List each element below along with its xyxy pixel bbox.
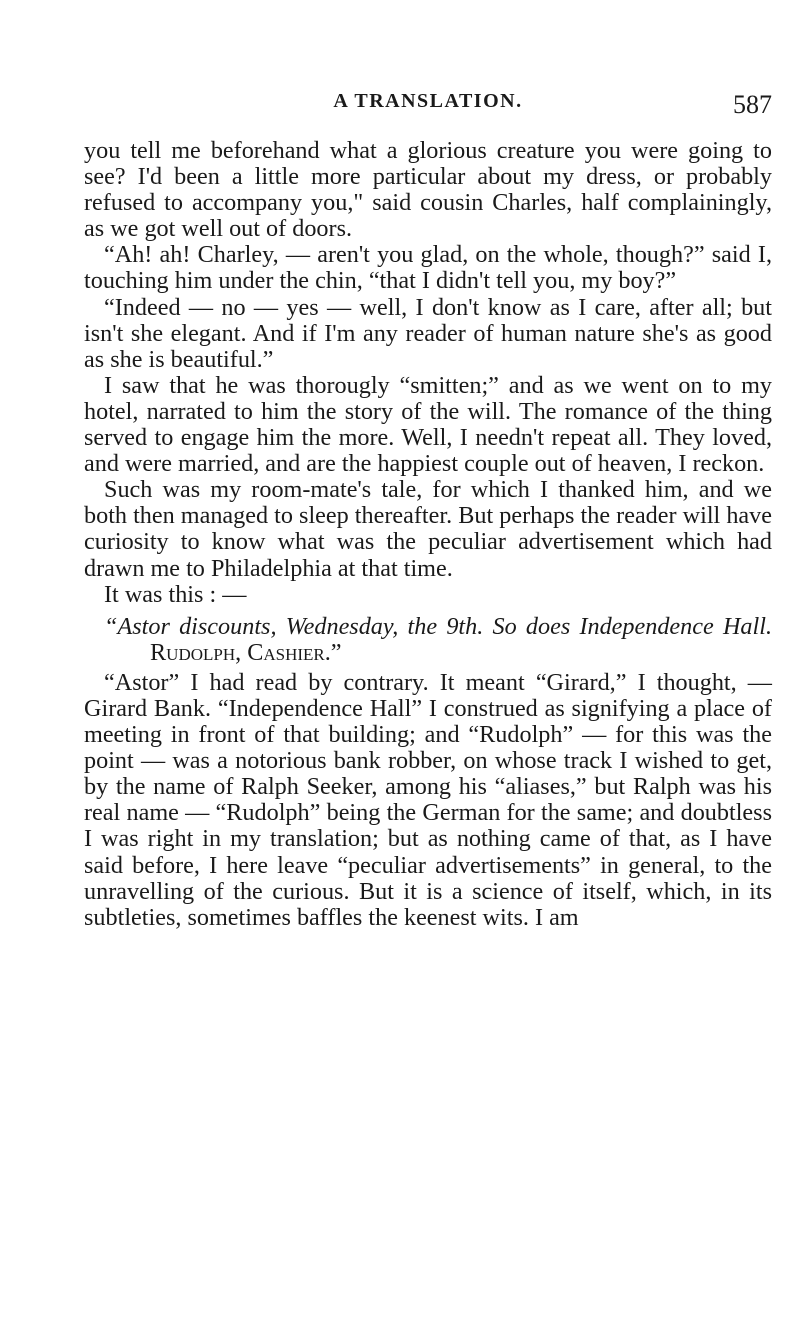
- page-number: 587: [733, 90, 772, 119]
- paragraph: “Indeed — no — yes — well, I don't know as I care, after all; but isn't she elegant. And if I'm any reader of human nature she's as good as she is beautiful.”: [84, 293, 772, 373]
- body-text: [84, 138, 772, 931]
- page-header: [84, 90, 772, 124]
- advertisement-quote: [84, 614, 772, 666]
- paragraph: I saw that he was thorougly “smitten;” and as we went on to my hotel, narrated to him the story of the will. The romance of the thing served to engage him the more. Well, I needn't repeat all. They loved, and were married, and are the happiest couple out of heaven, I reckon.: [84, 371, 772, 478]
- paragraph: “Astor” I had read by contrary. It meant “Girard,” I thought, — Girard Bank. “Independence Hall” I construed as signifying a place of meeting in front of that building; and “Rudolph” — for this was the point — was a notorious bank robber, on whose track I wished to get, by the name of Ralph Seeker, among his “aliases,” but Ralph was his real name — “Rudolph” being the German for the same; and doubtless I was right in my translation; but as nothing came of that, as I have said before, I here leave “peculiar advertisements” in general, to the unravelling of the curious. But it is a science of itself, which, in its subtleties, sometimes baffles the keenest wits. I am: [84, 668, 772, 931]
- paragraph: “Ah! ah! Charley, — aren't you glad, on the whole, though?” said I, touching him under the chin, “that I didn't tell you, my boy?”: [84, 241, 772, 295]
- running-head: A TRANSLATION.: [333, 90, 523, 112]
- paragraph: Such was my room-mate's tale, for which I thanked him, and we both then managed to sleep thereafter. But perhaps the reader will have curiosity to know what was the peculiar advertisement which had drawn me to Philadelphia at that time.: [84, 476, 772, 582]
- advertisement-signer: Rudolph, Cashier.”: [150, 638, 342, 666]
- advertisement-text: “Astor discounts, Wednesday, the 9th. So does Independence Hall.: [104, 612, 772, 640]
- paragraph: It was this : —: [104, 580, 247, 608]
- paragraph: you tell me beforehand what a glorious creature you were going to see? I'd been a little more particular about my dress, or probably refused to accompany you," said cousin Charles, half complainingly, as we got well out of doors.: [84, 137, 772, 243]
